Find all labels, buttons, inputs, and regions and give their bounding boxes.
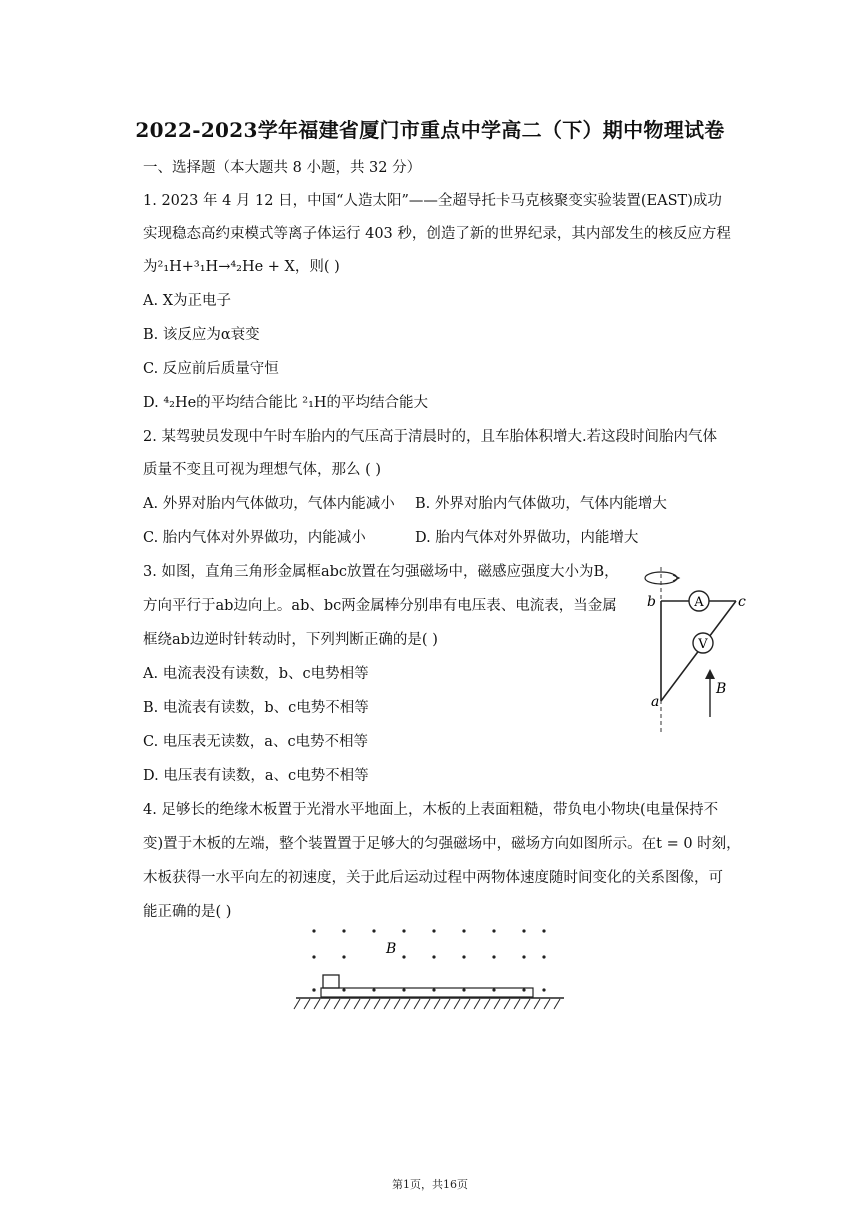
q3-line3: 框绕ab边逆时针转动时，下列判断正确的是( ) [143, 632, 438, 648]
vertex-b-label: b [647, 594, 656, 610]
q4-line2: 变)置于木板的左端，整个装置置于足够大的匀强磁场中，磁场方向如图所示。在t = 0 时刻， [143, 836, 741, 852]
q1-line2: 实现稳态高约束模式等离子体运行 403 秒，创造了新的世界纪录，其内部发生的核反应方程 [143, 226, 731, 242]
insulating-board [321, 988, 533, 997]
q2-line2: 质量不变且可视为理想气体，那么 ( ) [143, 462, 382, 478]
q3-line1: 3. 如图，直角三角形金属框abc放置在匀强磁场中，磁感应强度大小为B， [143, 564, 619, 580]
q3-option-a: A. 电流表没有读数，b、c电势相等 [143, 666, 369, 682]
q1-option-d: D. ⁴₂He的平均结合能比 ²₁H的平均结合能大 [143, 395, 429, 411]
vertex-a-label: a [651, 694, 660, 710]
q3-figure [640, 565, 765, 735]
ammeter-label: A [694, 595, 704, 610]
q4-figure [292, 918, 572, 1013]
q2-line1: 2. 某驾驶员发现中午时车胎内的气压高于清晨时的，且车胎体积增大.若这段时间胎内气体 [143, 429, 718, 445]
field-dots [312, 929, 545, 991]
q2-option-d: D. 胎内气体对外界做功，内能增大 [415, 530, 639, 546]
page-title: 2022-2023学年福建省厦门市重点中学高二（下）期中物理试卷 [135, 118, 725, 142]
q4-line1: 4. 足够长的绝缘木板置于光滑水平地面上，木板的上表面粗糙，带负电小物块(电量保持不 [143, 802, 719, 818]
q4-line4: 能正确的是( ) [143, 904, 232, 920]
q1-line1: 1. 2023 年 4 月 12 日，中国“人造太阳”——全超导托卡马克核聚变实验装置(EAST)成功 [143, 193, 722, 209]
section-heading: 一、选择题（本大题共 8 小题，共 32 分） [143, 160, 422, 176]
q3-option-c: C. 电压表无读数，a、c电势不相等 [143, 734, 369, 750]
q2-option-a: A. 外界对胎内气体做功，气体内能减小 [143, 496, 395, 512]
charged-block [323, 975, 339, 988]
page-footer: 第1页，共16页 [392, 1178, 468, 1191]
vertex-c-label: c [738, 594, 746, 610]
q2-option-b: B. 外界对胎内气体做功，气体内能增大 [415, 496, 667, 512]
q2-option-c: C. 胎内气体对外界做功，内能减小 [143, 530, 366, 546]
q4-line3: 木板获得一水平向左的初速度，关于此后运动过程中两物体速度随时间变化的关系图像，可 [143, 870, 723, 886]
voltmeter-label: V [698, 637, 708, 652]
ground-hatching [294, 999, 560, 1009]
q3-option-b: B. 电流表有读数，b、c电势不相等 [143, 700, 369, 716]
q3-option-d: D. 电压表有读数，a、c电势不相等 [143, 768, 369, 784]
q1-option-c: C. 反应前后质量守恒 [143, 361, 279, 377]
q1-option-b: B. 该反应为α衰变 [143, 327, 260, 343]
q3-line2: 方向平行于ab边向上。ab、bc两金属棒分别串有电压表、电流表，当金属 [143, 598, 617, 614]
field-b-label: B [386, 941, 397, 957]
field-b-label: B [716, 681, 727, 697]
q1-line3: 为²₁H+³₁H→⁴₂He + X，则( ) [143, 259, 340, 275]
q1-option-a: A. X为正电子 [143, 293, 232, 309]
